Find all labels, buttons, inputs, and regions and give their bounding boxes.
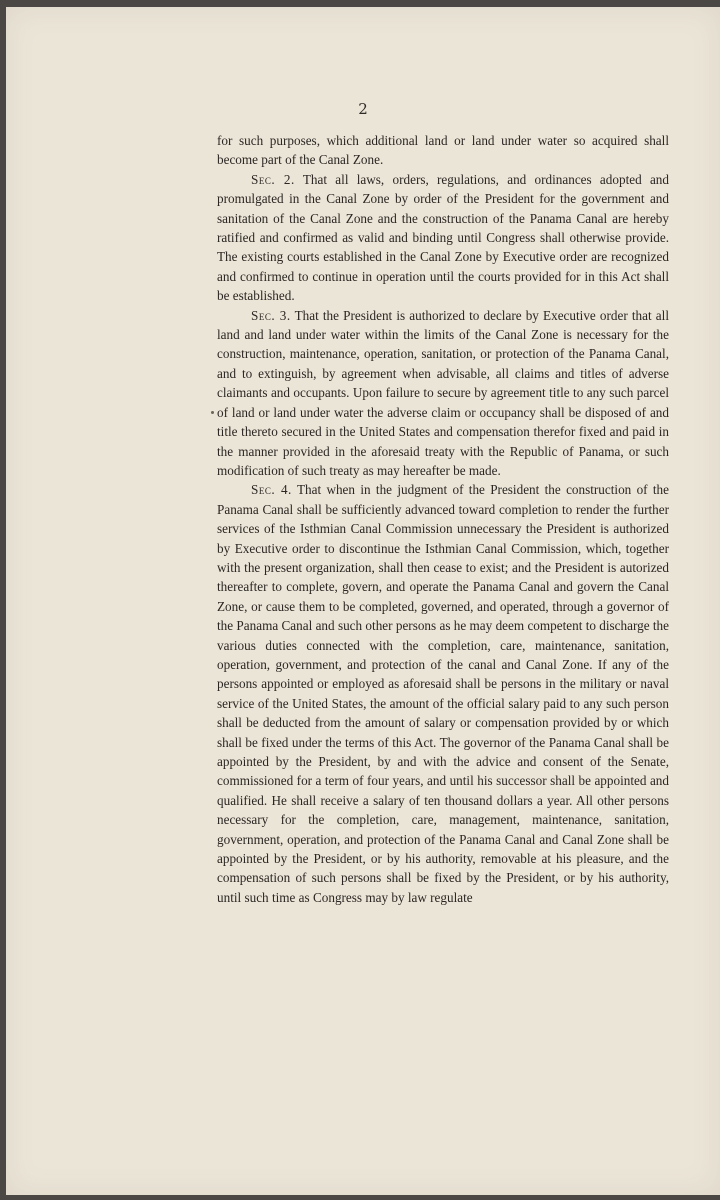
document-page — [6, 7, 720, 1195]
paragraph-sec-4 — [217, 480, 669, 907]
paragraph-text: That all laws, orders, regulations, and ordinances adopted and promulgated in the Canal Zone by order of the President for the government and sanitation of the Canal Zone and the construction of the Panama Canal are hereby ratified and confirmed as valid and binding until Congress shall otherwise provide. The existing courts established in the Canal Zone by Executive order are recognized and confirmed to continue in operation until the courts provided for in this Act shall be established. — [217, 171, 669, 304]
paragraph-text: for such purposes, which additional land or land under water so acquired shall become part of the Canal Zone. — [217, 133, 669, 168]
paper-speck — [211, 411, 214, 414]
section-label: Sec. 4. — [251, 482, 292, 498]
section-label: Sec. 3. — [251, 307, 291, 323]
paragraph-text: That when in the judgment of the President the construction of the Panama Canal shall be sufficiently advanced toward completion to render the further services of the Isthmian Canal Commission unnecessary the President is authorized by Executive order to discontinue the Isthmian Canal Commission, which, together with the present organization, shall then cease to exist; and the President is autorized thereafter to complete, govern, and operate the Panama Canal and govern the Canal Zone, or cause them to be completed, governed, and operated, through a governor of the Panama Canal and such other persons as he may deem competent to discharge the various duties connected with the completion, care, maintenance, sanitation, operation, government, and protection of the canal and Canal Zone. If any of the persons appointed or employed as aforesaid shall be persons in the military or naval service of the United States, the amount of the official salary paid to any such person shall be deducted from the amount of salary or compensation provided by or which shall be fixed under the terms of this Act. The governor of the Panama Canal shall be appointed by the President, by and with the advice and consent of the Senate, commissioned for a term of four years, and until his successor shall be appointed and qualified. He shall receive a salary of ten thousand dollars a year. All other persons necessary for the completion, care, management, maintenance, sanitation, government, operation, and protection of the Panama Canal and Canal Zone shall be appointed by the President, or by his authority, removable at his pleasure, and the compensation of such persons shall be fixed by the President, or by his authority, until such time as Congress may by law regulate — [217, 482, 669, 905]
paragraph-text: That the President is authorized to declare by Executive order that all land and land under water within the limits of the Canal Zone is necessary for the construction, maintenance, operation, sanitation, or protection of the Panama Canal, and to extinguish, by agreement when advisable, all claims and titles of adverse claimants and occupants. Upon failure to secure by agreement title to any such parcel of land or land under water the adverse claim or occupancy shall be disposed of and title thereto secured in the United States and compensation therefor fixed and paid in the manner provided in the aforesaid treaty with the Republic of Panama, or such modification of such treaty as may hereafter be made. — [217, 307, 669, 478]
paragraph-sec-3 — [217, 306, 669, 481]
paragraph-sec-2 — [217, 170, 669, 306]
section-label: Sec. 2. — [251, 171, 295, 187]
body-text — [217, 131, 669, 907]
paragraph-continuation — [217, 131, 669, 170]
page-number: 2 — [358, 100, 368, 118]
